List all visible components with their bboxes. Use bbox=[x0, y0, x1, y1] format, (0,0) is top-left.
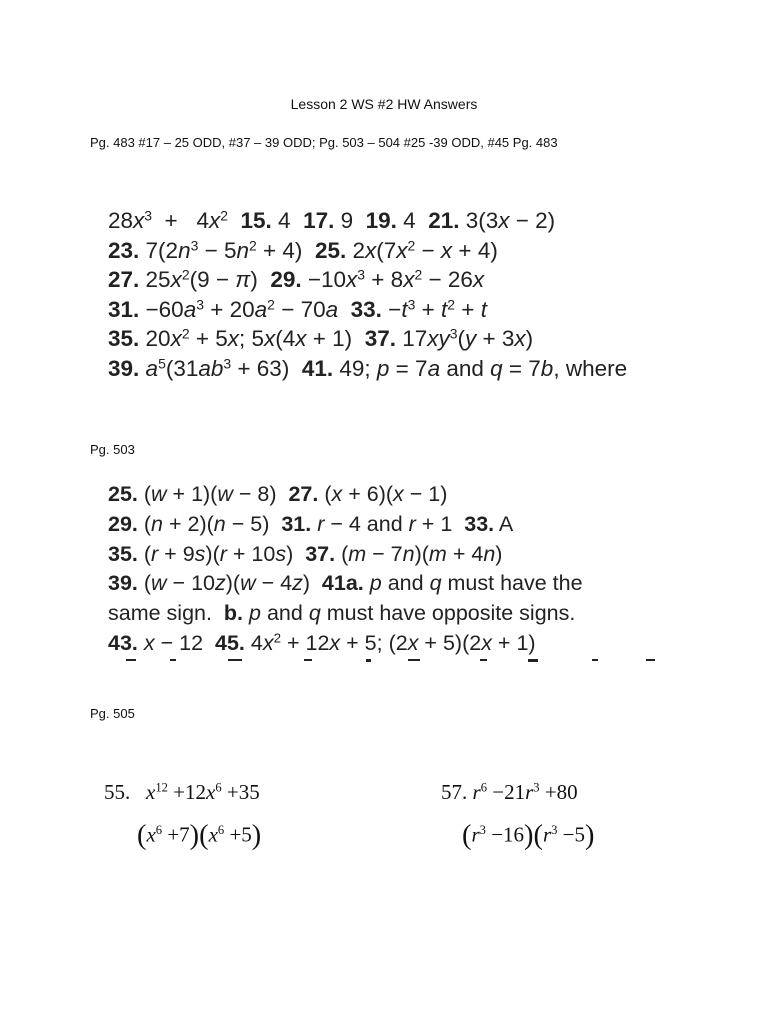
cropped-glyph bbox=[170, 659, 176, 661]
cropped-glyph bbox=[480, 659, 487, 661]
answer-number: 35. bbox=[108, 326, 140, 351]
section-label-pg-503: Pg. 503 bbox=[90, 442, 135, 457]
answer-line: 35. $20x^2 + 5x$; 5x(4x + 1) 37. $17xy^3(y + 3x)$ bbox=[108, 325, 534, 351]
answer-number: b. bbox=[223, 601, 244, 626]
answer-number: 41. bbox=[301, 355, 334, 381]
assignment-subtitle: Pg. 483 #17 – 25 ODD, #37 – 39 ODD; Pg. 503 – 504 #25 -39 ODD, #45 Pg. 483 bbox=[90, 135, 558, 150]
cropped-glyph bbox=[366, 659, 371, 662]
answer-number: 37. bbox=[364, 326, 396, 351]
answer-number: 43. bbox=[108, 630, 138, 655]
answer-number: 33. bbox=[350, 296, 382, 322]
answer-line: 25. (w + 1)(w − 8) 27. (x + 6)(x − 1) bbox=[108, 482, 448, 506]
answers-image-pg-503 bbox=[108, 480, 698, 658]
cropped-glyph bbox=[126, 659, 136, 661]
answer-number: 25. bbox=[108, 482, 138, 506]
answer-number: 37. bbox=[305, 541, 336, 566]
cropped-glyph bbox=[408, 659, 420, 661]
answer-number: 29. bbox=[270, 267, 302, 292]
answer-number: 17. bbox=[303, 208, 335, 233]
problem-55: 55. $x^{12} +12x^6 +35$ bbox=[104, 780, 260, 804]
answer-number: 41a. bbox=[321, 571, 364, 596]
answer-number: 23. bbox=[108, 237, 140, 263]
answer-line: 39. $a^5(31ab^3 + 63)$ 41. 49; p = 7a and q = 7b, where bbox=[108, 354, 628, 381]
answer-number: 29. bbox=[108, 511, 138, 536]
answer-number: 33. bbox=[464, 511, 495, 536]
cropped-glyph bbox=[592, 659, 598, 661]
answer-line: 39. (w − 10z)(w − 4z) 41a. p and q must have the bbox=[108, 571, 583, 596]
answer-number: 31. bbox=[108, 296, 140, 322]
cropped-glyph bbox=[228, 659, 242, 661]
answer-number: 25. bbox=[314, 237, 347, 263]
answer-number: 27. bbox=[288, 482, 319, 506]
problem-number: 55. bbox=[104, 780, 131, 804]
answer-number: 21. bbox=[428, 208, 460, 233]
answer-line: 35. (r + 9s)(r + 10s) 37. (m − 7n)(m + 4n) bbox=[108, 541, 503, 566]
cropped-glyph bbox=[528, 659, 538, 662]
answer-number: 31. bbox=[281, 511, 312, 536]
answer-number: 39. bbox=[108, 355, 140, 381]
answer-number: 27. bbox=[108, 267, 140, 292]
answer-line: same sign. b. p and q must have opposite signs. bbox=[108, 601, 576, 626]
answer-number: 45. bbox=[215, 630, 245, 655]
problem-57-answer: $(r^3 -16)(r^3 -5)$ bbox=[462, 820, 595, 851]
page-title: Lesson 2 WS #2 HW Answers bbox=[290, 96, 478, 112]
cropped-text-edge bbox=[108, 658, 668, 668]
cropped-glyph bbox=[304, 659, 312, 661]
answer-line: 43. x − 12 45. $4x^2 + 12x + 5$; (2x + 5)(2x + 1) bbox=[108, 630, 536, 655]
cropped-glyph bbox=[646, 659, 655, 661]
answer-number: 39. bbox=[108, 571, 138, 596]
problem-number: 57. bbox=[441, 780, 468, 804]
answer-number: 19. bbox=[365, 208, 397, 233]
answer-number: 35. bbox=[108, 541, 138, 566]
problem-55-answer: $(x^6 +7)(x^6 +5)$ bbox=[137, 820, 262, 851]
answer-line: $28x^3 + 4x^2$ 15. 4 17. 9 19. 4 21. 3(3x − 2) bbox=[108, 207, 556, 233]
answer-line: 29. (n + 2)(n − 5) 31. r − 4 and r + 1 33. A bbox=[108, 511, 514, 536]
answer-line: 27. $25x^2(9 - \pi)$ 29. $-10x^3 + 8x^2 - 26x$ bbox=[108, 266, 485, 292]
problem-57: 57. $r^6 -21r^3 +80$ bbox=[441, 780, 578, 804]
answer-line: 31. $-60a^3 + 20a^2 - 70a$ 33. $-t^3 + t^2 + t$ bbox=[108, 295, 487, 322]
answer-line: 23. $7(2n^3 - 5n^2 + 4)$ 25. $2x(7x^2 - x + 4)$ bbox=[108, 236, 498, 263]
answer-number: 15. bbox=[240, 208, 272, 233]
section-label-pg-505: Pg. 505 bbox=[90, 706, 135, 721]
answers-image-pg-483 bbox=[108, 206, 698, 383]
